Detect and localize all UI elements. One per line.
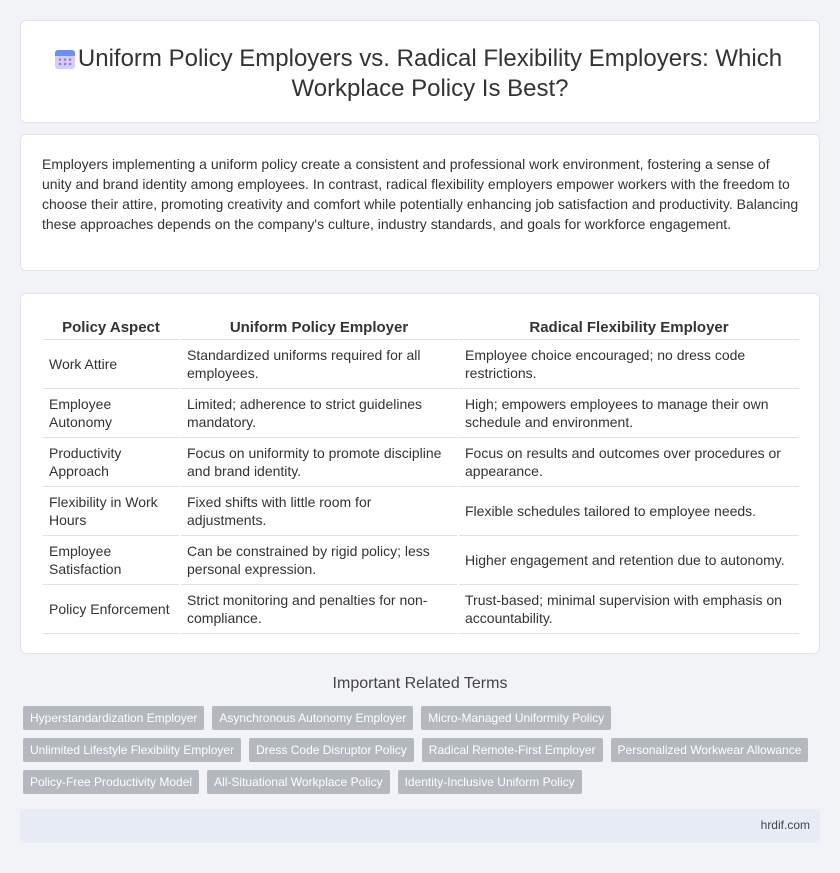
table-row — [43, 437, 799, 486]
related-term-tag[interactable]: Unlimited Lifestyle Flexibility Employer — [23, 738, 241, 762]
intro-paragraph: Employers implementing a uniform policy create a consistent and professional work environment, fostering a sense of unity and brand identity among employees. In contrast, radical flexibility employers empower workers with the freedom to choose their attire, promoting creativity and comfort while potentially enhancing job satisfaction and productivity. Balancing these approaches depends on the company's culture, industry standards, and goals for workforce engagement. — [42, 156, 799, 232]
row-uniform-value: Focus on uniformity to promote discipline and brand identity. — [180, 437, 458, 486]
table-row — [43, 584, 799, 633]
intro-card — [20, 134, 820, 271]
table-row — [43, 535, 799, 584]
table-header-row — [43, 314, 799, 339]
row-flexibility-value: High; empowers employees to manage their own schedule and environment. — [458, 388, 799, 437]
row-flexibility-value: Employee choice encouraged; no dress code restrictions. — [458, 339, 799, 388]
row-aspect: Employee Satisfaction — [43, 535, 180, 584]
row-aspect: Policy Enforcement — [43, 584, 180, 633]
related-term-tag[interactable]: Dress Code Disruptor Policy — [249, 738, 414, 762]
related-term-tag[interactable]: Personalized Workwear Allowance — [611, 738, 809, 762]
table-row — [43, 388, 799, 437]
row-flexibility-value: Flexible schedules tailored to employee needs. — [458, 486, 799, 535]
row-aspect: Work Attire — [43, 339, 180, 388]
table-row — [43, 486, 799, 535]
related-term-tag[interactable]: Identity-Inclusive Uniform Policy — [398, 770, 582, 794]
row-uniform-value: Can be constrained by rigid policy; less personal expression. — [180, 535, 458, 584]
row-uniform-value: Standardized uniforms required for all employees. — [180, 339, 458, 388]
footer — [20, 809, 820, 843]
related-term-tag[interactable]: Asynchronous Autonomy Employer — [212, 706, 413, 730]
header-policy-aspect: Policy Aspect — [43, 314, 180, 339]
related-term-tag[interactable]: Hyperstandardization Employer — [23, 706, 204, 730]
tag-row — [23, 770, 823, 794]
header-uniform-policy: Uniform Policy Employer — [180, 314, 458, 339]
related-term-tag[interactable]: All-Situational Workplace Policy — [207, 770, 390, 794]
row-uniform-value: Strict monitoring and penalties for non-compliance. — [180, 584, 458, 633]
related-terms-list — [23, 706, 823, 802]
row-flexibility-value: Higher engagement and retention due to autonomy. — [458, 535, 799, 584]
row-uniform-value: Limited; adherence to strict guidelines mandatory. — [180, 388, 458, 437]
comparison-table-card — [20, 293, 820, 654]
row-uniform-value: Fixed shifts with little room for adjustments. — [180, 486, 458, 535]
page-title: Uniform Policy Employers vs. Radical Flexibility Employers: Which Workplace Policy Is Best? — [77, 45, 783, 102]
related-term-tag[interactable]: Radical Remote-First Employer — [422, 738, 603, 762]
row-flexibility-value: Trust-based; minimal supervision with emphasis on accountability. — [458, 584, 799, 633]
header-card — [20, 20, 820, 123]
related-term-tag[interactable]: Policy-Free Productivity Model — [23, 770, 199, 794]
row-flexibility-value: Focus on results and outcomes over procedures or appearance. — [458, 437, 799, 486]
related-term-tag[interactable]: Micro-Managed Uniformity Policy — [421, 706, 611, 730]
related-terms-title: Important Related Terms — [332, 675, 508, 692]
comparison-table — [43, 314, 799, 634]
table-row — [43, 339, 799, 388]
tag-row — [23, 738, 823, 762]
row-aspect: Productivity Approach — [43, 437, 180, 486]
row-aspect: Employee Autonomy — [43, 388, 180, 437]
footer-site-link[interactable]: hrdif.com — [760, 818, 810, 832]
row-aspect: Flexibility in Work Hours — [43, 486, 180, 535]
tag-row — [23, 706, 823, 730]
header-radical-flexibility: Radical Flexibility Employer — [458, 314, 799, 339]
